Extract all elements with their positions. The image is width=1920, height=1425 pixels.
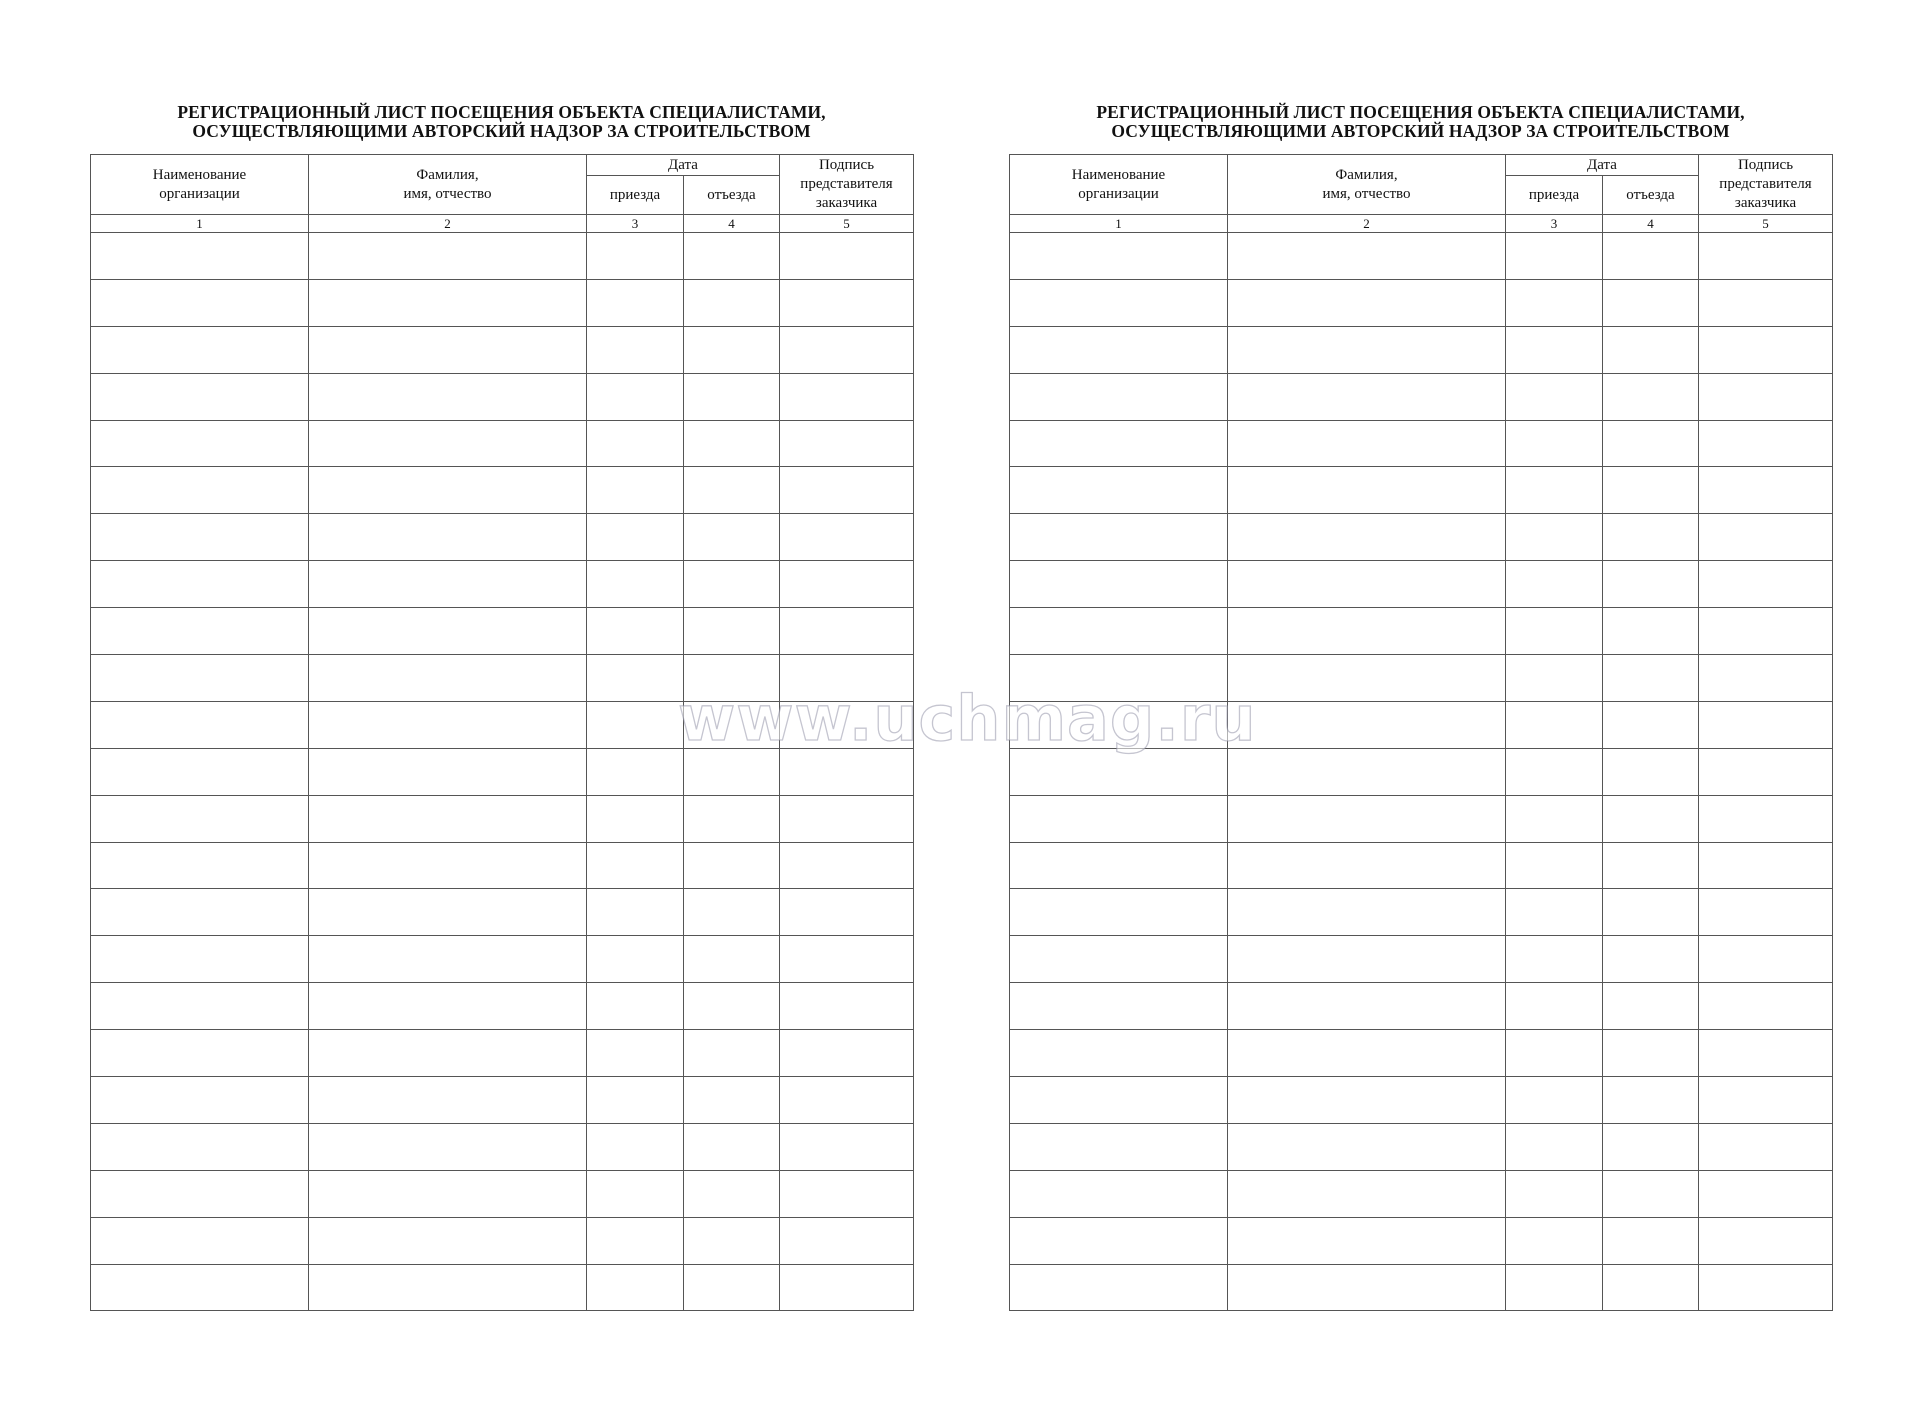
cell-arrival-date[interactable] [587, 936, 684, 983]
cell-full-name[interactable] [1228, 233, 1506, 280]
cell-signature[interactable] [1699, 608, 1833, 655]
cell-departure-date[interactable] [684, 279, 780, 326]
cell-arrival-date[interactable] [1506, 467, 1603, 514]
cell-signature[interactable] [1699, 983, 1833, 1030]
cell-full-name[interactable] [1228, 420, 1506, 467]
cell-full-name[interactable] [1228, 467, 1506, 514]
table-row [91, 233, 914, 280]
header-date: Дата [1506, 155, 1699, 176]
cell-departure-date[interactable] [1603, 561, 1699, 608]
cell-signature[interactable] [1699, 1264, 1833, 1311]
cell-full-name[interactable] [1228, 1077, 1506, 1124]
cell-arrival-date[interactable] [1506, 936, 1603, 983]
cell-organization[interactable] [1010, 1170, 1228, 1217]
cell-organization[interactable] [91, 748, 309, 795]
cell-full-name[interactable] [309, 279, 587, 326]
header-arrival-date: приезда [587, 176, 684, 215]
table-row [91, 608, 914, 655]
cell-signature[interactable] [1699, 1030, 1833, 1077]
table-row [91, 889, 914, 936]
cell-full-name[interactable] [1228, 279, 1506, 326]
cell-arrival-date[interactable] [587, 1217, 684, 1264]
table-row [1010, 326, 1833, 373]
cell-departure-date[interactable] [1603, 795, 1699, 842]
watermark: www.uchmag.ru [678, 682, 1257, 755]
cell-organization[interactable] [91, 514, 309, 561]
cell-departure-date[interactable] [1603, 655, 1699, 702]
cell-departure-date[interactable] [1603, 1264, 1699, 1311]
cell-signature[interactable] [1699, 326, 1833, 373]
column-number: 4 [684, 215, 780, 233]
cell-organization[interactable] [91, 420, 309, 467]
table-row [1010, 373, 1833, 420]
cell-arrival-date[interactable] [1506, 1030, 1603, 1077]
table-row [1010, 1077, 1833, 1124]
cell-signature[interactable] [780, 561, 914, 608]
sheet-title-line-2: ОСУЩЕСТВЛЯЮЩИМИ АВТОРСКИЙ НАДЗОР ЗА СТРОИТЕЛЬСТВОМ [1111, 121, 1730, 141]
cell-arrival-date[interactable] [587, 608, 684, 655]
cell-full-name[interactable] [309, 983, 587, 1030]
cell-full-name[interactable] [309, 514, 587, 561]
cell-arrival-date[interactable] [587, 1170, 684, 1217]
cell-departure-date[interactable] [1603, 279, 1699, 326]
cell-arrival-date[interactable] [1506, 1077, 1603, 1124]
cell-signature[interactable] [780, 748, 914, 795]
cell-full-name[interactable] [309, 1030, 587, 1077]
cell-arrival-date[interactable] [1506, 608, 1603, 655]
cell-arrival-date[interactable] [587, 1264, 684, 1311]
cell-signature[interactable] [780, 608, 914, 655]
table-row [91, 1123, 914, 1170]
table-row [91, 795, 914, 842]
cell-arrival-date[interactable] [587, 420, 684, 467]
cell-organization[interactable] [91, 1170, 309, 1217]
table-row [1010, 748, 1833, 795]
cell-signature[interactable] [1699, 514, 1833, 561]
cell-organization[interactable] [1010, 561, 1228, 608]
cell-arrival-date[interactable] [587, 1123, 684, 1170]
cell-arrival-date[interactable] [1506, 889, 1603, 936]
cell-signature[interactable] [1699, 279, 1833, 326]
cell-arrival-date[interactable] [587, 748, 684, 795]
cell-departure-date[interactable] [684, 748, 780, 795]
cell-departure-date[interactable] [1603, 233, 1699, 280]
cell-organization[interactable] [91, 701, 309, 748]
cell-full-name[interactable] [309, 1217, 587, 1264]
cell-organization[interactable] [91, 795, 309, 842]
cell-departure-date[interactable] [1603, 1030, 1699, 1077]
cell-organization[interactable] [91, 279, 309, 326]
cell-departure-date[interactable] [1603, 889, 1699, 936]
cell-signature[interactable] [1699, 1170, 1833, 1217]
cell-departure-date[interactable] [1603, 467, 1699, 514]
column-number: 2 [309, 215, 587, 233]
sheet-title-line-2: ОСУЩЕСТВЛЯЮЩИМИ АВТОРСКИЙ НАДЗОР ЗА СТРОИТЕЛЬСТВОМ [192, 121, 811, 141]
table-row [91, 748, 914, 795]
cell-arrival-date[interactable] [1506, 1264, 1603, 1311]
cell-organization[interactable] [1010, 1030, 1228, 1077]
table-row [91, 1077, 914, 1124]
cell-full-name[interactable] [1228, 514, 1506, 561]
cell-full-name[interactable] [309, 1077, 587, 1124]
cell-arrival-date[interactable] [1506, 373, 1603, 420]
table-row [91, 420, 914, 467]
table-row [91, 561, 914, 608]
cell-arrival-date[interactable] [1506, 842, 1603, 889]
cell-full-name[interactable] [309, 326, 587, 373]
column-number: 3 [587, 215, 684, 233]
table-row [1010, 983, 1833, 1030]
cell-full-name[interactable] [309, 467, 587, 514]
cell-organization[interactable] [91, 889, 309, 936]
cell-arrival-date[interactable] [587, 842, 684, 889]
cell-arrival-date[interactable] [587, 1030, 684, 1077]
cell-departure-date[interactable] [1603, 983, 1699, 1030]
cell-signature[interactable] [780, 467, 914, 514]
cell-full-name[interactable] [1228, 373, 1506, 420]
cell-full-name[interactable] [1228, 1170, 1506, 1217]
cell-departure-date[interactable] [684, 608, 780, 655]
cell-signature[interactable] [1699, 748, 1833, 795]
cell-full-name[interactable] [309, 233, 587, 280]
header-full-name: Фамилия, имя, отчество [1228, 155, 1506, 215]
cell-organization[interactable] [1010, 1077, 1228, 1124]
cell-departure-date[interactable] [1603, 1123, 1699, 1170]
cell-arrival-date[interactable] [1506, 514, 1603, 561]
sheet-title-line-1: РЕГИСТРАЦИОННЫЙ ЛИСТ ПОСЕЩЕНИЯ ОБЪЕКТА СПЕЦИАЛИСТАМИ, [177, 102, 826, 122]
cell-full-name[interactable] [1228, 795, 1506, 842]
cell-departure-date[interactable] [684, 1123, 780, 1170]
cell-full-name[interactable] [309, 795, 587, 842]
cell-signature[interactable] [780, 842, 914, 889]
table-row [1010, 279, 1833, 326]
cell-arrival-date[interactable] [1506, 1170, 1603, 1217]
cell-arrival-date[interactable] [587, 1077, 684, 1124]
cell-arrival-date[interactable] [1506, 233, 1603, 280]
sheet-title [90, 103, 913, 141]
cell-arrival-date[interactable] [1506, 1123, 1603, 1170]
cell-organization[interactable] [91, 1217, 309, 1264]
table-row [1010, 420, 1833, 467]
column-number: 3 [1506, 215, 1603, 233]
cell-arrival-date[interactable] [1506, 655, 1603, 702]
cell-signature[interactable] [780, 1123, 914, 1170]
table-row [1010, 467, 1833, 514]
cell-full-name[interactable] [309, 373, 587, 420]
cell-organization[interactable] [91, 983, 309, 1030]
cell-organization[interactable] [1010, 1217, 1228, 1264]
cell-arrival-date[interactable] [587, 701, 684, 748]
column-number: 1 [91, 215, 309, 233]
cell-organization[interactable] [1010, 889, 1228, 936]
cell-full-name[interactable] [1228, 936, 1506, 983]
cell-organization[interactable] [1010, 983, 1228, 1030]
table-row [1010, 842, 1833, 889]
cell-signature[interactable] [780, 1030, 914, 1077]
register-sheet-left [90, 0, 913, 231]
cell-departure-date[interactable] [1603, 1217, 1699, 1264]
table-row [1010, 1030, 1833, 1077]
cell-signature[interactable] [780, 1264, 914, 1311]
table-row [1010, 1123, 1833, 1170]
cell-full-name[interactable] [309, 936, 587, 983]
cell-full-name[interactable] [1228, 983, 1506, 1030]
cell-full-name[interactable] [1228, 1030, 1506, 1077]
cell-arrival-date[interactable] [587, 233, 684, 280]
cell-full-name[interactable] [1228, 889, 1506, 936]
header-organization: Наименование организации [91, 155, 309, 215]
cell-arrival-date[interactable] [1506, 701, 1603, 748]
cell-full-name[interactable] [1228, 842, 1506, 889]
cell-organization[interactable] [91, 233, 309, 280]
cell-departure-date[interactable] [1603, 373, 1699, 420]
cell-departure-date[interactable] [1603, 1077, 1699, 1124]
cell-organization[interactable] [1010, 1123, 1228, 1170]
column-number: 2 [1228, 215, 1506, 233]
cell-departure-date[interactable] [1603, 514, 1699, 561]
register-sheet-right [1009, 0, 1832, 231]
cell-signature[interactable] [1699, 701, 1833, 748]
header-departure-date: отъезда [1603, 176, 1699, 215]
header-date: Дата [587, 155, 780, 176]
table-row [1010, 936, 1833, 983]
cell-organization[interactable] [1010, 608, 1228, 655]
cell-departure-date[interactable] [1603, 420, 1699, 467]
cell-departure-date[interactable] [684, 1030, 780, 1077]
table-row [1010, 514, 1833, 561]
cell-departure-date[interactable] [1603, 748, 1699, 795]
cell-signature[interactable] [780, 279, 914, 326]
cell-full-name[interactable] [309, 1170, 587, 1217]
cell-signature[interactable] [780, 514, 914, 561]
table-row [91, 373, 914, 420]
cell-departure-date[interactable] [684, 467, 780, 514]
cell-signature[interactable] [1699, 1077, 1833, 1124]
table-row [91, 467, 914, 514]
cell-organization[interactable] [91, 561, 309, 608]
cell-organization[interactable] [1010, 748, 1228, 795]
table-row [1010, 561, 1833, 608]
cell-full-name[interactable] [1228, 655, 1506, 702]
column-number: 1 [1010, 215, 1228, 233]
cell-signature[interactable] [780, 373, 914, 420]
cell-organization[interactable] [91, 326, 309, 373]
cell-organization[interactable] [91, 842, 309, 889]
cell-organization[interactable] [91, 936, 309, 983]
cell-organization[interactable] [91, 1077, 309, 1124]
cell-organization[interactable] [1010, 1264, 1228, 1311]
cell-full-name[interactable] [1228, 1264, 1506, 1311]
cell-organization[interactable] [1010, 514, 1228, 561]
cell-full-name[interactable] [1228, 748, 1506, 795]
cell-arrival-date[interactable] [1506, 748, 1603, 795]
cell-full-name[interactable] [309, 420, 587, 467]
cell-signature[interactable] [1699, 420, 1833, 467]
cell-departure-date[interactable] [684, 561, 780, 608]
cell-signature[interactable] [1699, 233, 1833, 280]
sheet-title [1009, 103, 1832, 141]
table-row [1010, 1264, 1833, 1311]
sheet-title-line-1: РЕГИСТРАЦИОННЫЙ ЛИСТ ПОСЕЩЕНИЯ ОБЪЕКТА СПЕЦИАЛИСТАМИ, [1096, 102, 1745, 122]
cell-signature[interactable] [780, 983, 914, 1030]
header-organization: Наименование организации [1010, 155, 1228, 215]
cell-arrival-date[interactable] [587, 326, 684, 373]
cell-signature[interactable] [1699, 655, 1833, 702]
cell-signature[interactable] [1699, 467, 1833, 514]
table-row [91, 514, 914, 561]
cell-departure-date[interactable] [1603, 326, 1699, 373]
cell-signature[interactable] [780, 795, 914, 842]
cell-organization[interactable] [1010, 842, 1228, 889]
cell-organization[interactable] [91, 467, 309, 514]
cell-arrival-date[interactable] [587, 655, 684, 702]
cell-signature[interactable] [1699, 561, 1833, 608]
cell-full-name[interactable] [309, 608, 587, 655]
column-number: 4 [1603, 215, 1699, 233]
cell-departure-date[interactable] [684, 842, 780, 889]
cell-full-name[interactable] [309, 701, 587, 748]
cell-signature[interactable] [1699, 1217, 1833, 1264]
cell-departure-date[interactable] [684, 795, 780, 842]
table-row [1010, 233, 1833, 280]
cell-signature[interactable] [780, 889, 914, 936]
cell-full-name[interactable] [1228, 1217, 1506, 1264]
cell-departure-date[interactable] [684, 233, 780, 280]
cell-departure-date[interactable] [684, 1077, 780, 1124]
cell-organization[interactable] [1010, 795, 1228, 842]
cell-departure-date[interactable] [684, 326, 780, 373]
cell-full-name[interactable] [309, 842, 587, 889]
cell-organization[interactable] [91, 373, 309, 420]
cell-arrival-date[interactable] [587, 467, 684, 514]
cell-organization[interactable] [1010, 233, 1228, 280]
cell-signature[interactable] [1699, 1123, 1833, 1170]
cell-arrival-date[interactable] [587, 983, 684, 1030]
table-row [1010, 1170, 1833, 1217]
table-row [1010, 795, 1833, 842]
table-row [1010, 1217, 1833, 1264]
cell-signature[interactable] [780, 1217, 914, 1264]
cell-organization[interactable] [91, 1264, 309, 1311]
header-full-name: Фамилия, имя, отчество [309, 155, 587, 215]
cell-departure-date[interactable] [684, 373, 780, 420]
cell-departure-date[interactable] [1603, 842, 1699, 889]
cell-full-name[interactable] [309, 1123, 587, 1170]
cell-organization[interactable] [91, 1123, 309, 1170]
cell-organization[interactable] [91, 608, 309, 655]
cell-full-name[interactable] [1228, 1123, 1506, 1170]
cell-arrival-date[interactable] [587, 514, 684, 561]
cell-departure-date[interactable] [684, 983, 780, 1030]
table-row [91, 326, 914, 373]
table-row [91, 1264, 914, 1311]
cell-arrival-date[interactable] [1506, 983, 1603, 1030]
column-number: 5 [780, 215, 914, 233]
cell-full-name[interactable] [1228, 608, 1506, 655]
cell-departure-date[interactable] [684, 1217, 780, 1264]
table-row [1010, 608, 1833, 655]
cell-arrival-date[interactable] [1506, 279, 1603, 326]
cell-departure-date[interactable] [1603, 1170, 1699, 1217]
cell-arrival-date[interactable] [587, 279, 684, 326]
cell-arrival-date[interactable] [1506, 420, 1603, 467]
cell-arrival-date[interactable] [1506, 561, 1603, 608]
cell-full-name[interactable] [309, 655, 587, 702]
cell-arrival-date[interactable] [587, 889, 684, 936]
cell-departure-date[interactable] [1603, 936, 1699, 983]
cell-full-name[interactable] [309, 561, 587, 608]
cell-departure-date[interactable] [684, 1170, 780, 1217]
cell-organization[interactable] [1010, 373, 1228, 420]
cell-departure-date[interactable] [1603, 608, 1699, 655]
cell-signature[interactable] [1699, 795, 1833, 842]
cell-organization[interactable] [1010, 467, 1228, 514]
cell-departure-date[interactable] [684, 1264, 780, 1311]
cell-signature[interactable] [1699, 842, 1833, 889]
table-row [91, 842, 914, 889]
table-row [91, 936, 914, 983]
cell-signature[interactable] [780, 936, 914, 983]
cell-signature[interactable] [780, 233, 914, 280]
header-departure-date: отъезда [684, 176, 780, 215]
table-row [91, 1217, 914, 1264]
cell-full-name[interactable] [1228, 326, 1506, 373]
cell-arrival-date[interactable] [1506, 1217, 1603, 1264]
header-arrival-date: приезда [1506, 176, 1603, 215]
cell-arrival-date[interactable] [1506, 795, 1603, 842]
table-row [91, 1170, 914, 1217]
cell-organization[interactable] [1010, 420, 1228, 467]
table-row [1010, 889, 1833, 936]
cell-arrival-date[interactable] [1506, 326, 1603, 373]
table-row [91, 1030, 914, 1077]
header-customer-signature: Подпись представителя заказчика [780, 155, 914, 215]
cell-organization[interactable] [91, 1030, 309, 1077]
cell-full-name[interactable] [309, 889, 587, 936]
cell-departure-date[interactable] [1603, 701, 1699, 748]
column-number: 5 [1699, 215, 1833, 233]
cell-signature[interactable] [780, 1170, 914, 1217]
table-row [91, 279, 914, 326]
table-row [91, 983, 914, 1030]
cell-departure-date[interactable] [684, 514, 780, 561]
cell-departure-date[interactable] [684, 889, 780, 936]
cell-arrival-date[interactable] [587, 373, 684, 420]
cell-arrival-date[interactable] [587, 561, 684, 608]
cell-signature[interactable] [780, 1077, 914, 1124]
header-customer-signature: Подпись представителя заказчика [1699, 155, 1833, 215]
cell-signature[interactable] [1699, 373, 1833, 420]
cell-organization[interactable] [1010, 326, 1228, 373]
cell-departure-date[interactable] [684, 936, 780, 983]
cell-signature[interactable] [1699, 889, 1833, 936]
cell-organization[interactable] [1010, 936, 1228, 983]
cell-departure-date[interactable] [684, 420, 780, 467]
cell-signature[interactable] [780, 420, 914, 467]
cell-organization[interactable] [91, 655, 309, 702]
cell-signature[interactable] [780, 326, 914, 373]
cell-full-name[interactable] [1228, 701, 1506, 748]
cell-arrival-date[interactable] [587, 795, 684, 842]
cell-full-name[interactable] [1228, 561, 1506, 608]
cell-full-name[interactable] [309, 748, 587, 795]
cell-signature[interactable] [1699, 936, 1833, 983]
cell-organization[interactable] [1010, 279, 1228, 326]
cell-full-name[interactable] [309, 1264, 587, 1311]
